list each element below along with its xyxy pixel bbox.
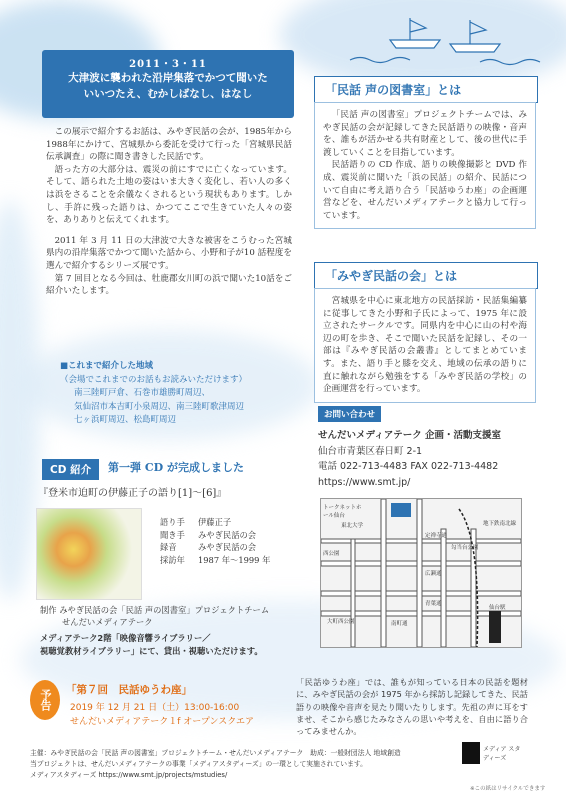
- banner-title-line2: いいつたえ、むかしばなし、はなし: [83, 88, 253, 100]
- past-regions-line: 気仙沼市本吉町小泉周辺、南三陸町歌津周辺: [74, 401, 245, 412]
- cd-headline: 第一弾 CD が完成しました: [108, 461, 244, 474]
- contact-url[interactable]: https://www.smt.jp/: [318, 476, 411, 488]
- map-label: 東北大学: [341, 523, 364, 529]
- notice-venue: せんだいメディアテーク１f オープンスクエア: [70, 717, 255, 727]
- cd-cover-image: [36, 508, 142, 600]
- intro-paragraph-3: 2011 年 3 月 11 日の大津波で大きな被害をこうむった宮城県内の沿岸集落でかつて聞いた話から、小野和子が10 話程度を選んで紹介するシリーズ展です。: [46, 235, 292, 271]
- footer-credits: [30, 748, 430, 781]
- library-box-heading: 「民話 声の図書室」とは: [314, 76, 538, 103]
- cd-producer-line2: せんだいメディアテーク: [62, 617, 153, 627]
- map-label: 地下鉄南北線: [483, 521, 517, 527]
- library-box-paragraph-1: 「民話 声の図書室」プロジェクトチームでは、みやぎ民話の会が記録してきた民話語りの映像・音声を、誰もが活かせる共有財産として、後の世代に手渡していくことを目指しています。: [323, 110, 527, 158]
- boats-illustration: [330, 0, 566, 70]
- cd-lending: [40, 632, 263, 658]
- association-box: [314, 288, 536, 403]
- cd-credits: [160, 516, 310, 566]
- contact-phone: 電話 022-713-4483 FAX 022-713-4482: [318, 461, 499, 472]
- footer-url[interactable]: メディアスタディーズ https://www.smt.jp/projects/mstudies/: [30, 771, 228, 779]
- map-label: 仙台駅: [489, 605, 506, 611]
- intro-paragraph-2: 語った方の大部分は、震災の前にすでに亡くなっています。そして、語られた土地の姿はいま大きく変化し、若い人の多くは浜をさることを余儀なくされるという現状もあります。しかし、手許に残った語りは、かつてここで生きていた人々の姿を、ありありと伝えてくれます。: [46, 164, 292, 226]
- notice-title: 「第７回 民話ゆうわ座」: [66, 684, 192, 696]
- media-studies-logo: [462, 742, 525, 764]
- banner-title-line1: 大津波に襲われた沿岸集落でかつて聞いた: [68, 72, 268, 84]
- association-box-heading: 「みやぎ民話の会」とは: [314, 262, 538, 289]
- association-box-paragraph: 宮城県を中心に東北地方の民話採訪・民話集編纂に従事してきた小野和子氏によって、1975 年に設立されたサークルです。同県内を中心に山の村や海辺の町を歩き、そこで聞いた民話を記録し、その一部は『みやぎ民話の会叢書』としてまとめています。また、語り手と膝を交え、地域の伝承の語りに直に触れながら勉強をする「みやぎ民話の学校」の企画運営を行っています。: [323, 296, 527, 395]
- library-box-paragraph-2: 民話語りの CD 作成、語りの映像撮影と DVD 作成、震災前に聞いた「浜の民話」の紹介、民話について自由に考え語り合う「民話ゆうわ座」の企画運営などを、せんだいメディアテークと協力して行っています。: [323, 160, 527, 221]
- notice-badge: [30, 680, 60, 720]
- notice-description: 「民話ゆうわ座」では、誰もが知っている日本の民話を題材に、みやぎ民話の会が 1975 年から採訪し記録してきた、民話語りの映像や音声を見たり聞いたりします。先祖の声に耳をすませ、そこから感じたみなさんの思いや考えを、自由に語り合ってみませんか。: [296, 677, 528, 737]
- logo-text: メディア スタディーズ: [483, 746, 521, 762]
- logo-mark-icon: [462, 742, 480, 764]
- exhibition-date: 2011・3・11: [129, 59, 207, 70]
- footer-program-note: 当プロジェクトは、せんだいメディアテークの事業「メディアスタディーズ」の一環として実施されています。: [30, 760, 367, 768]
- cd-lending-line2: 視聴覚教材ライブラリー」にて、貸出・視聴いただけます。: [40, 646, 263, 656]
- map-label: トークネットホール仙台: [323, 505, 362, 519]
- past-regions-subheading: （会場でこれまでのお話もお読みいただけます）: [60, 374, 248, 385]
- map-label: 広瀬通: [425, 571, 442, 577]
- credit-row: 聞き手 みやぎ民話の会: [160, 529, 257, 540]
- past-regions: [60, 360, 310, 428]
- cd-label: CD 紹介: [42, 459, 99, 480]
- intro-text: [46, 126, 292, 298]
- intro-paragraph-4: 第 7 回目となる今回は、牡鹿郡女川町の浜で聞いた10話をご紹介いたします。: [46, 273, 292, 297]
- past-regions-line: 南三陸町戸倉、石巻市雄勝町周辺、: [74, 388, 211, 398]
- cd-producer: [40, 604, 269, 628]
- past-regions-heading: ■これまで紹介した地域: [60, 361, 154, 371]
- library-box: [314, 102, 536, 229]
- credit-row: 語り手 伊藤正子: [160, 517, 232, 527]
- contact-address: 仙台市青葉区春日町 2-1: [318, 445, 423, 457]
- title-banner: [42, 50, 294, 118]
- cd-title: 『登米市迫町の伊藤正子の語り[1]〜[6]』: [38, 488, 227, 499]
- footer-organizer: 主催：みやぎ民話の会「民話 声の図書室」プロジェクトチーム・せんだいメディアテーク 助成：一般財団法人 地域創造: [30, 749, 401, 757]
- map-label: 青葉通: [425, 601, 442, 607]
- recycle-note: ※この紙はリサイクルできます: [470, 786, 546, 792]
- map-label: 勾当台公園: [451, 545, 479, 551]
- contact-organization: せんだいメディアテーク 企画・活動支援室: [318, 430, 502, 441]
- map-label: 大町西公園: [327, 619, 355, 625]
- notice-section: [30, 676, 280, 732]
- contact-info: [318, 428, 558, 490]
- map-label: 定禅寺通: [425, 533, 448, 539]
- cd-producer-line1: 制作 みやぎ民話の会「民話 声の図書室」プロジェクトチーム: [40, 605, 270, 615]
- access-map: [320, 498, 522, 648]
- past-regions-line: 七ヶ浜町周辺、松島町周辺: [74, 415, 177, 425]
- credit-row: 録音 みやぎ民話の会: [160, 542, 257, 552]
- intro-paragraph-1: この展示で紹介するお話は、みやぎ民話の会が、1985年から1988年にかけて、宮城県から委託を受けて行った「宮城県民話伝承調査」の際に聞き書きした民話です。: [46, 127, 292, 163]
- notice-badge-label: 予告: [39, 689, 52, 711]
- cd-lending-line1: メディアテーク2階「映像音響ライブラリー／: [40, 633, 211, 643]
- contact-label: お問い合わせ: [318, 406, 381, 422]
- map-label: 西公園: [323, 551, 340, 557]
- notice-datetime: 2019 年 12 月 21 日（土）13:00-16:00: [70, 703, 240, 713]
- credit-row: 採訪年 1987 年〜1999 年: [160, 554, 271, 565]
- map-label: 南町通: [391, 621, 408, 627]
